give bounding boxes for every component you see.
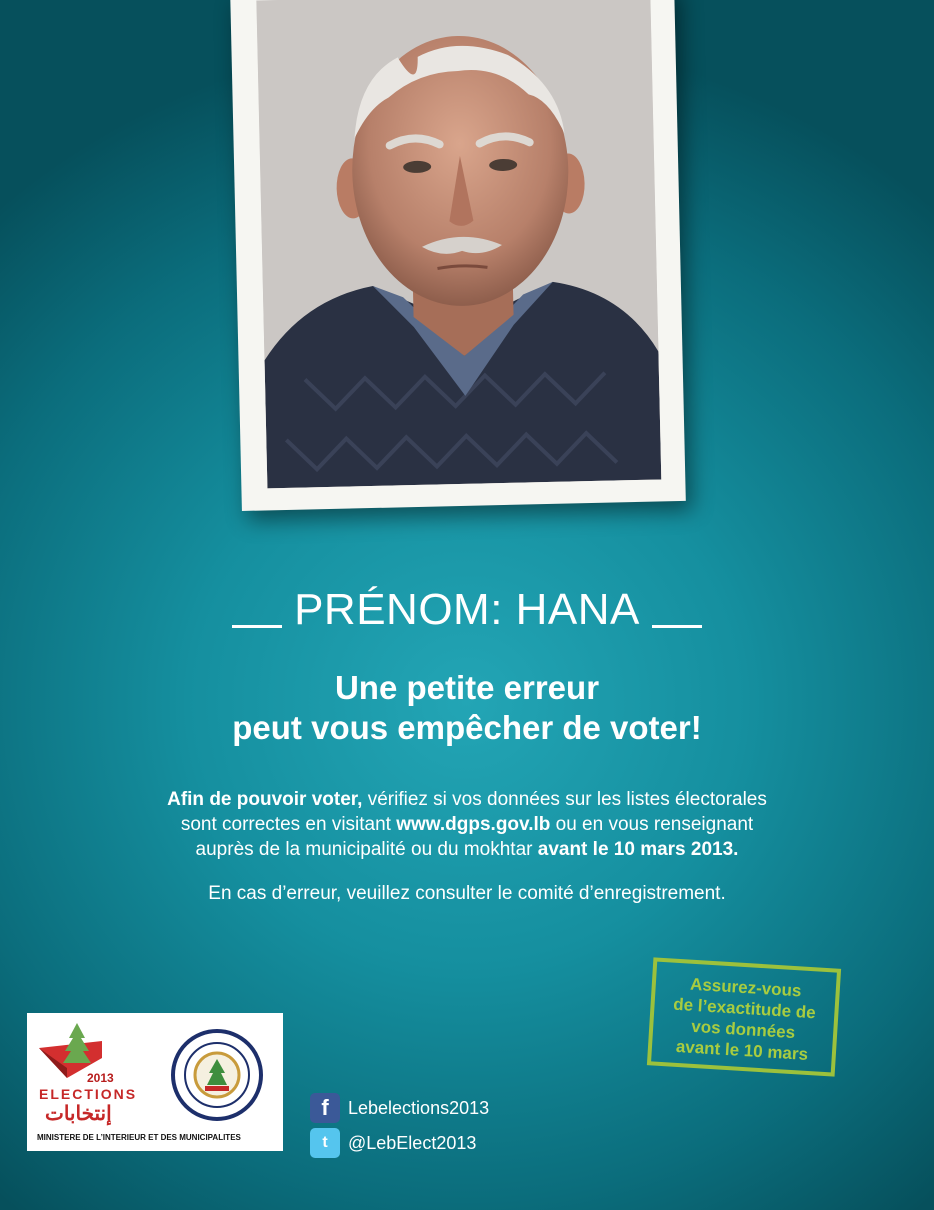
twitter-handle[interactable]: @LebElect2013 — [348, 1132, 477, 1153]
stamp-line-1: Assurez-vous — [689, 974, 803, 1001]
body-line2-pre: sont correctes en visitant — [180, 814, 397, 835]
name-headline — [0, 585, 934, 635]
reminder-stamp — [647, 957, 841, 1076]
portrait-frame — [230, 0, 686, 511]
headline-line-2: peut vous empêcher de voter! — [232, 709, 702, 746]
name-text: PRÉNOM: HANA — [294, 585, 640, 634]
body-line3-pre: auprès de la municipalité ou du mokhtar — [195, 839, 538, 860]
facebook-row[interactable] — [310, 1093, 489, 1123]
body-line-2 — [0, 812, 934, 837]
body-paragraph — [0, 787, 934, 862]
body-line-3 — [0, 837, 934, 862]
logo-elections: ELECTIONS — [39, 1086, 138, 1102]
logo-arabic: إنتخابات — [45, 1103, 112, 1125]
main-headline — [0, 668, 934, 748]
facebook-handle[interactable]: Lebelections2013 — [348, 1097, 490, 1118]
facebook-icon: f — [310, 1093, 340, 1123]
right-dash — [652, 625, 702, 628]
elections-logo-graphic — [27, 1013, 283, 1151]
portrait-photo — [256, 0, 661, 488]
ministry-logo-box — [27, 1013, 283, 1151]
body-line-1 — [0, 787, 934, 812]
stamp-line-2: de l’exactitude de — [672, 994, 817, 1023]
deadline-text: avant le 10 mars 2013. — [537, 839, 739, 860]
twitter-icon: t — [310, 1128, 340, 1158]
twitter-row[interactable] — [310, 1128, 476, 1158]
stamp-line-3: vos données — [690, 1016, 796, 1043]
body-lead: Afin de pouvoir voter, — [167, 789, 363, 810]
website-link[interactable]: www.dgps.gov.lb — [396, 814, 551, 835]
logo-ministry: MINISTERE DE L’INTERIEUR ET DES MUNICIPALITES — [37, 1133, 241, 1142]
logo-year: 2013 — [87, 1071, 114, 1085]
error-note: En cas d’erreur, veuillez consulter le comité d’enregistrement. — [208, 883, 726, 904]
body-line1-rest: vérifiez si vos données sur les listes électorales — [362, 789, 767, 810]
stamp-line-4: avant le 10 mars — [675, 1036, 809, 1064]
left-dash — [232, 625, 282, 628]
headline-line-1: Une petite erreur — [334, 669, 600, 706]
body-line2-post: ou en vous renseignant — [550, 814, 754, 835]
